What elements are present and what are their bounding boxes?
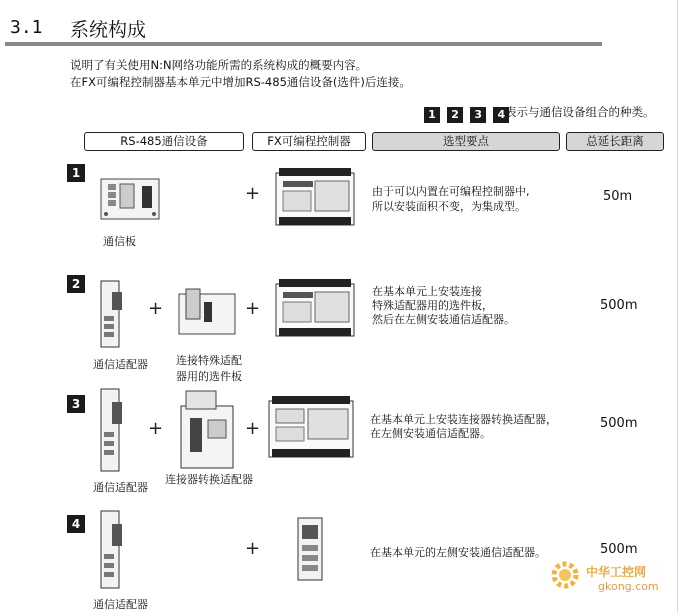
header-fx-plc: FX可编程控制器 bbox=[252, 132, 366, 151]
row-4-plus: + bbox=[245, 538, 261, 559]
row-3-number: 3 bbox=[67, 395, 85, 413]
section-number: 3.1 bbox=[10, 17, 43, 38]
row-4-distance: 500m bbox=[600, 542, 638, 557]
comm-adapter-image-3 bbox=[98, 388, 124, 473]
watermark-name: 中华工控网 bbox=[586, 565, 647, 579]
page-edge-line bbox=[677, 0, 678, 613]
row-3-plus-1: + bbox=[148, 418, 164, 439]
header-rs485-device: RS-485通信设备 bbox=[84, 132, 244, 151]
intro-line-2: 在FX可编程控制器基本单元中增加RS-485通信设备(选件)后连接。 bbox=[70, 75, 411, 89]
row-2-desc-2: 特殊适配器用的选件板， bbox=[372, 299, 493, 312]
connector-adapter-image bbox=[180, 390, 238, 470]
title-rule bbox=[5, 42, 602, 46]
row-2-caption-2: 连接特殊适配 bbox=[176, 354, 242, 367]
legend-text: 表示与通信设备组合的种类。 bbox=[505, 105, 655, 119]
row-3-caption-1: 通信适配器 bbox=[93, 481, 148, 494]
row-1-desc-1: 由于可以内置在可编程控制器中, bbox=[372, 185, 530, 198]
legend-num-2: 2 bbox=[447, 107, 463, 123]
row-1-plus: + bbox=[245, 183, 261, 204]
comm-board-image bbox=[100, 178, 160, 220]
row-2-desc-3: 然后在左侧安装通信适配器。 bbox=[372, 313, 515, 326]
row-2-number: 2 bbox=[67, 275, 85, 293]
legend-num-4: 4 bbox=[493, 107, 509, 123]
gear-icon bbox=[548, 558, 582, 592]
legend-num-1: 1 bbox=[424, 107, 440, 123]
fx-plc-image-2 bbox=[275, 278, 355, 338]
row-3-caption-2: 连接器转换适配器 bbox=[165, 473, 253, 486]
fx-plc-image-3 bbox=[268, 395, 354, 459]
comm-adapter-image-4 bbox=[98, 510, 124, 590]
section-title: 系统构成 bbox=[70, 19, 147, 41]
row-2-caption-1: 通信适配器 bbox=[93, 358, 148, 371]
header-selection-points: 选型要点 bbox=[372, 132, 560, 151]
row-1-caption-1: 通信板 bbox=[103, 235, 136, 248]
row-4-desc-1: 在基本单元的左侧安装通信适配器。 bbox=[370, 546, 546, 559]
legend-boxes bbox=[424, 103, 509, 123]
legend-num-3: 3 bbox=[470, 107, 486, 123]
row-1-number: 1 bbox=[67, 164, 85, 182]
row-2-distance: 500m bbox=[600, 298, 638, 313]
option-board-image bbox=[178, 288, 236, 336]
fx-plc-image bbox=[275, 167, 355, 227]
row-3-desc-2: 在左侧安装通信适配器。 bbox=[370, 427, 491, 440]
header-total-distance: 总延长距离 bbox=[566, 132, 664, 151]
row-3-plus-2: + bbox=[245, 418, 261, 439]
row-2-desc-1: 在基本单元上安装连接 bbox=[372, 285, 482, 298]
intro-line-1: 说明了有关使用N:N网络功能所需的系统构成的概要内容。 bbox=[70, 58, 368, 72]
row-2-plus-2: + bbox=[245, 298, 261, 319]
row-2-plus-1: + bbox=[148, 298, 164, 319]
row-1-desc-2: 所以安装面积不变，为集成型。 bbox=[372, 200, 526, 213]
row-1-distance: 50m bbox=[603, 189, 633, 204]
watermark-url: gkong.com bbox=[598, 580, 659, 593]
plc-unit-image-4 bbox=[296, 517, 324, 581]
row-2-caption-3: 器用的选件板 bbox=[176, 370, 242, 383]
row-3-distance: 500m bbox=[600, 416, 638, 431]
row-3-desc-1: 在基本单元上安装连接器转换适配器， bbox=[370, 413, 557, 426]
row-4-caption-1: 通信适配器 bbox=[93, 598, 148, 611]
row-4-number: 4 bbox=[67, 515, 85, 533]
comm-adapter-image bbox=[98, 280, 124, 350]
